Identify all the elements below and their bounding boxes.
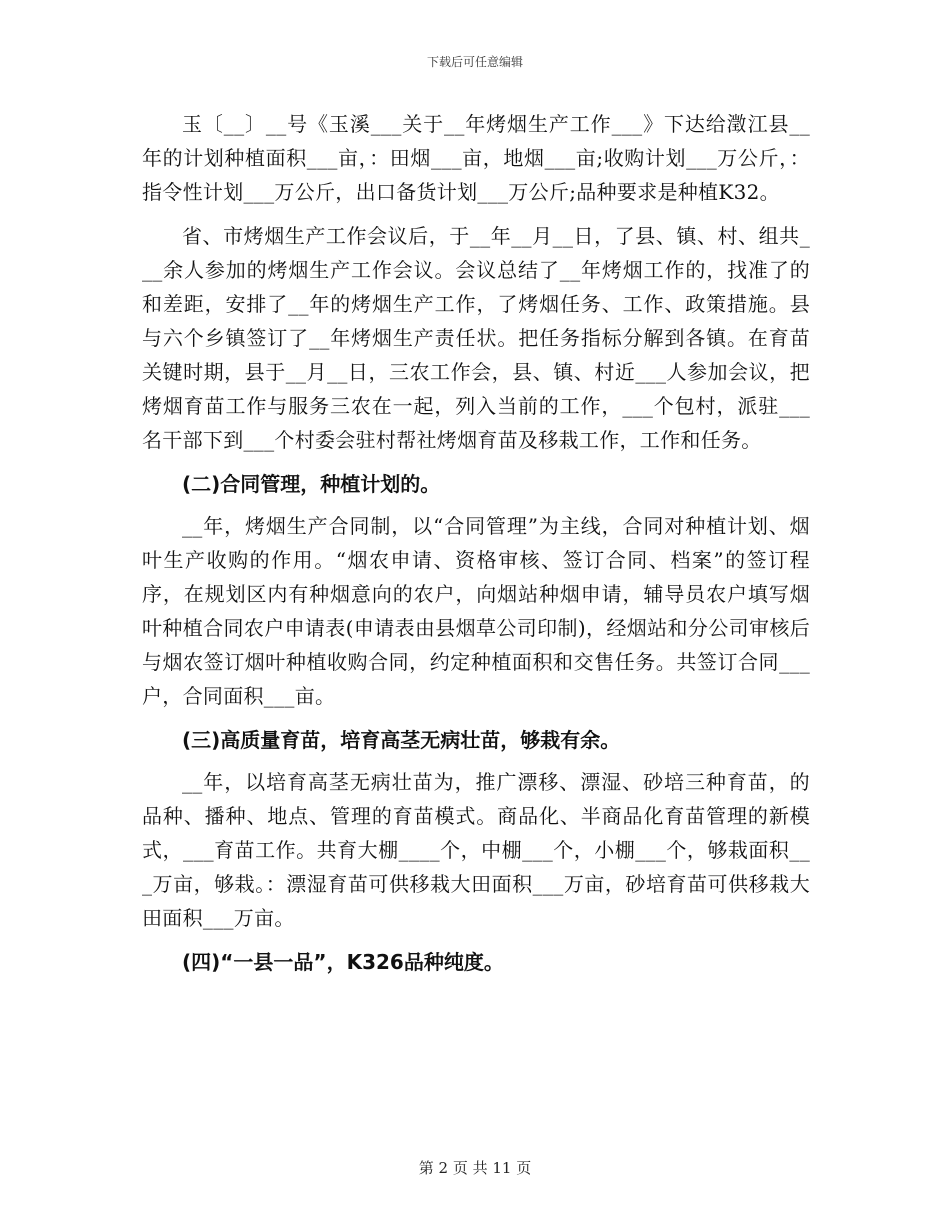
paragraph-plan-targets: 玉〔__〕__号《玉溪___关于__年烤烟生产工作___》下达给澂江县__年的计划种植面积___亩，：田烟___亩，地烟___亩;收购计划___万公斤，：指令性计划___万公斤，出口备货计划___万公斤;品种要求是种植K32。	[142, 112, 810, 204]
page-header: 下载后可任意编辑	[426, 55, 523, 69]
paragraph-contract: __年，烤烟生产合同制，以“合同管理”为主线，合同对种植计划、烟叶生产收购的作用。“烟农申请、资格审核、签订合同、档案”的签订程序，在规划区内有种烟意向的农户，向烟站种烟申请，辅导员农户填写烟叶种植合同农户申请表(申请表由县烟草公司印制)，经烟站和分公司审核后与烟农签订烟叶种植收购合同，约定种植面积和交售任务。共签订合同___户，合同面积___亩。	[142, 514, 810, 708]
page-number: 第 2 页 共 11 页	[418, 1159, 532, 1177]
document-body	[142, 107, 810, 979]
paragraph-seedlings: __年，以培育高茎无病壮苗为，推广漂移、漂湿、砂培三种育苗，的品种、播种、地点、管理的育苗模式。商品化、半商品化育苗管理的新模式，___育苗工作。共育大棚____个，中棚___个，小棚___个，够栽面积___万亩，够栽。：漂湿育苗可供移栽大田面积___万亩，砂培育苗可供移栽大田面积___万亩。	[142, 770, 810, 930]
section-heading-variety: (四)“一县一品”，K326品种纯度。	[182, 950, 504, 974]
section-heading-seedlings: (三)高质量育苗，培育高茎无病壮苗，够栽有余。	[182, 728, 621, 752]
paragraph-meeting: 省、市烤烟生产工作会议后，于__年__月__日，了县、镇、村、组共___余人参加的烤烟生产工作会议。会议总结了__年烤烟工作的，找准了的和差距，安排了__年的烤烟生产工作，了烤烟任务、工作、政策措施。县与六个乡镇签订了__年烤烟生产责任状。把任务指标分解到各镇。在育苗关键时期，县于__月__日，三农工作会，县、镇、村近___人参加会议，把烤烟育苗工作与服务三农在一起，列入当前的工作，___个包村，派驻___名干部下到___个村委会驻村帮社烤烟育苗及移栽工作，工作和任务。	[142, 224, 810, 452]
section-heading-contract: (二)合同管理，种植计划的。	[182, 472, 441, 496]
